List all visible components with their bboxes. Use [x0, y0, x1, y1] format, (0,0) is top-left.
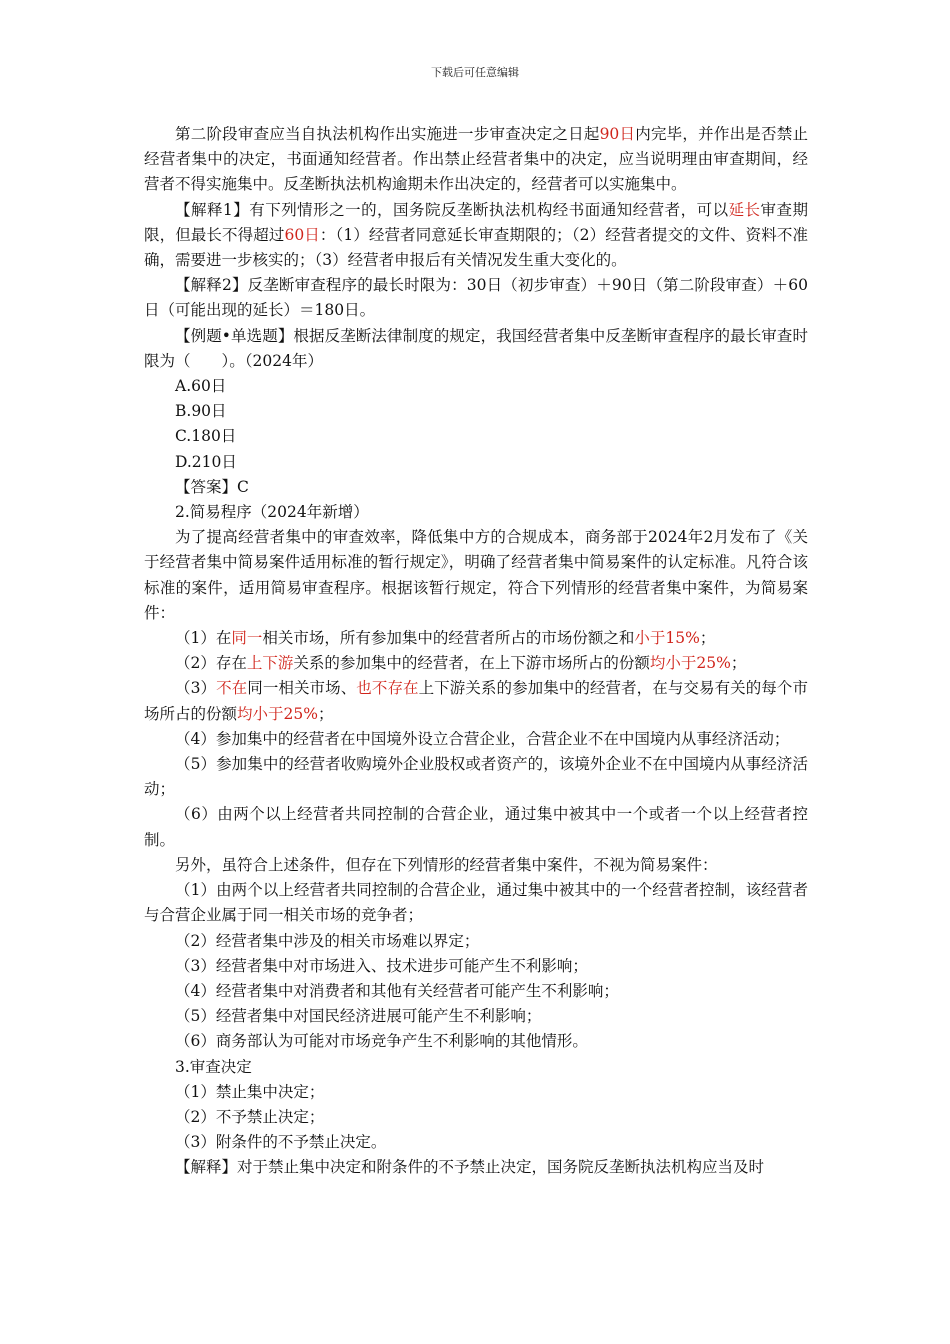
text-run: 关系的参加集中的经营者，在上下游市场所占的份额 — [293, 654, 650, 673]
paragraph — [144, 752, 808, 802]
paragraph — [144, 450, 808, 475]
document-body — [144, 122, 808, 1181]
text-run: （1）由两个以上经营者共同控制的合营企业，通过集中被其中的一个经营者控制，该经营者与合营企业属于同一相关市场的竞争者； — [144, 881, 808, 925]
highlighted-text: 均小于25% — [649, 654, 731, 673]
text-run: 为了提高经营者集中的审查效率，降低集中方的合规成本，商务部于2024年2月发布了《关于经营者集中简易案件适用标准的暂行规定》，明确了经营者集中简易案件的认定标准。凡符合该标准的案件，适用简易审查程序。根据该暂行规定，符合下列情形的经营者集中案件，为简易案件： — [144, 528, 808, 622]
highlighted-text: 小于15% — [634, 629, 700, 648]
text-run: （3）附条件的不予禁止决定。 — [175, 1133, 387, 1152]
text-run: ； — [699, 629, 716, 648]
paragraph — [144, 1080, 808, 1105]
highlighted-text: 同一 — [231, 629, 263, 648]
text-run: 【解释】对于禁止集中决定和附条件的不予禁止决定，国务院反垄断执法机构应当及时 — [175, 1158, 765, 1177]
text-run: （5）参加集中的经营者收购境外企业股权或者资产的，该境外企业不在中国境内从事经济活动； — [144, 755, 808, 799]
text-run: C.180日 — [175, 427, 237, 446]
paragraph — [144, 198, 808, 274]
paragraph — [144, 1055, 808, 1080]
text-run: 【答案】C — [175, 477, 249, 496]
paragraph — [144, 626, 808, 651]
text-run: （6）由两个以上经营者共同控制的合营企业，通过集中被其中一个或者一个以上经营者控制。 — [144, 805, 808, 849]
paragraph — [144, 324, 808, 374]
paragraph — [144, 878, 808, 928]
paragraph — [144, 1029, 808, 1054]
text-run: （1）在 — [175, 629, 232, 648]
paragraph — [144, 1130, 808, 1155]
paragraph — [144, 1004, 808, 1029]
paragraph — [144, 374, 808, 399]
paragraph — [144, 525, 808, 626]
text-run: 内完毕，并作出是否禁止经营者集中的决定，书面通知经营者。作出禁止经营者集中的决定，应当说明理由审查期间，经营者不得实施集中。反垄断执法机构逾期未作出决定的，经营者可以实施集中。 — [144, 125, 808, 194]
paragraph — [144, 273, 808, 323]
paragraph — [144, 399, 808, 424]
text-run: （6）商务部认为可能对市场竞争产生不利影响的其他情形。 — [175, 1032, 588, 1051]
text-run: 【解释2】反垄断审查程序的最长时限为：30日（初步审查）＋90日（第二阶段审查）＋60日（可能出现的延长）＝180日。 — [144, 276, 808, 320]
highlighted-text: 90日 — [599, 125, 636, 143]
text-run: （1）禁止集中决定； — [175, 1082, 325, 1101]
highlighted-text: 也不存在 — [356, 679, 419, 698]
highlighted-text: 60日 — [284, 225, 320, 244]
paragraph — [144, 802, 808, 852]
text-run: （4）参加集中的经营者在中国境外设立合营企业，合营企业不在中国境内从事经济活动； — [175, 729, 790, 748]
text-run: 上下游关系的参加集中的经营者，在与交易有关的每个市场所占的份额 — [144, 679, 808, 723]
highlighted-text: 不在 — [216, 679, 248, 698]
text-run: ：（1）经营者同意延长审查期限的；（2）经营者提交的文件、资料不准确，需要进一步核实的；（3）经营者申报后有关情况发生重大变化的。 — [144, 225, 808, 270]
text-run: （2）不予禁止决定； — [175, 1107, 325, 1126]
text-run: （2）存在 — [175, 654, 247, 673]
text-run: 2.简易程序（2024年新增） — [175, 503, 369, 522]
paragraph — [144, 727, 808, 752]
text-run: D.210日 — [175, 452, 237, 471]
paragraph — [144, 500, 808, 525]
page-header: 下载后可任意编辑 — [431, 66, 519, 79]
text-run: （3） — [175, 679, 217, 698]
text-run: （3）经营者集中对市场进入、技术进步可能产生不利影响； — [175, 956, 588, 975]
text-run: 审查期限，但最长不得超过 — [144, 200, 808, 244]
paragraph — [144, 475, 808, 500]
paragraph — [144, 853, 808, 878]
paragraph — [144, 1105, 808, 1130]
paragraph — [144, 979, 808, 1004]
text-run: （4）经营者集中对消费者和其他有关经营者可能产生不利影响； — [175, 981, 619, 1000]
paragraph — [144, 1155, 808, 1180]
paragraph — [144, 929, 808, 954]
text-run: 第二阶段审查应当自执法机构作出实施进一步审查决定之日起 — [175, 125, 600, 143]
paragraph — [144, 651, 808, 676]
text-run: A.60日 — [175, 377, 227, 396]
paragraph — [144, 954, 808, 979]
text-run: 相关市场，所有参加集中的经营者所占的市场份额之和 — [262, 629, 635, 648]
text-run: B.90日 — [175, 402, 227, 421]
highlighted-text: 均小于25% — [237, 704, 318, 723]
text-run: ； — [317, 704, 334, 723]
highlighted-text: 上下游 — [246, 654, 294, 673]
text-run: 【例题•单选题】根据反垄断法律制度的规定，我国经营者集中反垄断审查程序的最长审查时限为（ ）。（2024年） — [144, 326, 808, 370]
text-run: （2）经营者集中涉及的相关市场难以界定； — [175, 931, 480, 950]
text-run: 同一相关市场、 — [247, 679, 357, 698]
paragraph — [144, 122, 808, 198]
highlighted-text: 延长 — [728, 200, 761, 219]
paragraph — [144, 676, 808, 726]
paragraph — [144, 424, 808, 449]
text-run: 3.审查决定 — [175, 1057, 252, 1076]
text-run: 【解释1】有下列情形之一的，国务院反垄断执法机构经书面通知经营者，可以 — [175, 200, 729, 219]
text-run: ； — [730, 654, 747, 673]
text-run: （5）经营者集中对国民经济进展可能产生不利影响； — [175, 1007, 542, 1026]
text-run: 另外，虽符合上述条件，但存在下列情形的经营者集中案件，不视为简易案件： — [175, 855, 718, 874]
